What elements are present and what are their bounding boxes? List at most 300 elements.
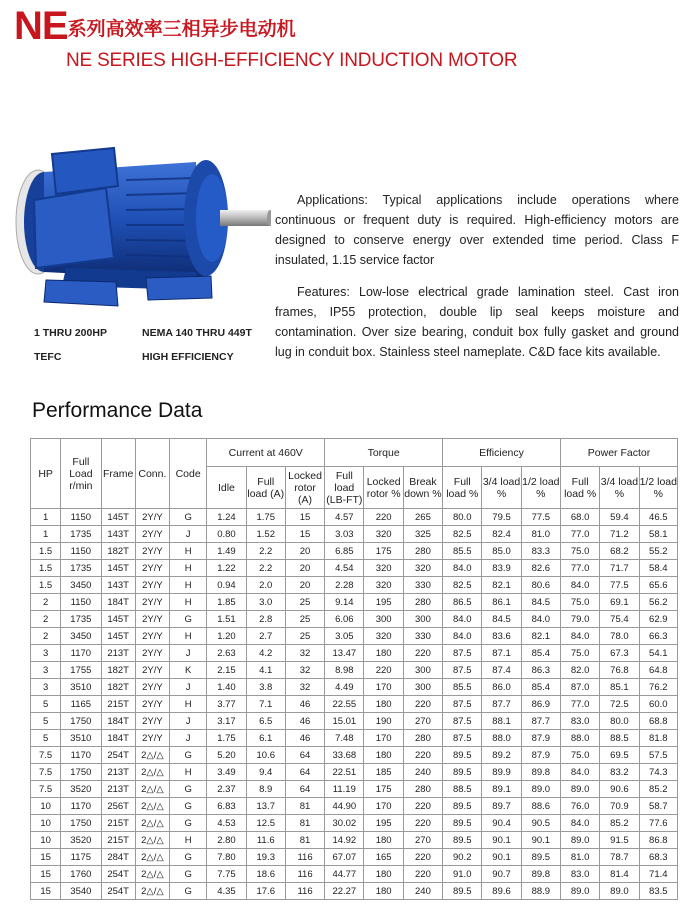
table-cell: 82.4	[482, 526, 521, 543]
table-cell: 18.6	[246, 866, 285, 883]
table-cell: 4.57	[325, 509, 364, 526]
table-cell: 83.9	[482, 560, 521, 577]
table-row	[31, 560, 678, 577]
table-cell: 89.0	[560, 883, 599, 900]
table-cell: 280	[403, 730, 442, 747]
table-cell: 81	[285, 832, 324, 849]
table-cell: 1.75	[207, 730, 246, 747]
table-row	[31, 747, 678, 764]
table-cell: 6.5	[246, 713, 285, 730]
table-cell: G	[170, 815, 207, 832]
table-cell: 87.9	[521, 747, 560, 764]
table-cell: 87.9	[521, 730, 560, 747]
table-cell: 270	[403, 713, 442, 730]
table-cell: 89.0	[560, 832, 599, 849]
table-cell: 300	[403, 679, 442, 696]
applications-text	[275, 190, 679, 270]
table-row	[31, 645, 678, 662]
table-cell: 1735	[61, 560, 101, 577]
table-cell: 2△/△	[135, 781, 169, 798]
table-cell: 1.75	[246, 509, 285, 526]
table-cell: 56.2	[639, 594, 677, 611]
table-cell: 83.0	[560, 713, 599, 730]
table-cell: 3450	[61, 577, 101, 594]
table-cell: 87.7	[521, 713, 560, 730]
table-row	[31, 509, 678, 526]
table-cell: 89.5	[443, 747, 482, 764]
table-cell: 215T	[101, 832, 135, 849]
table-cell: 2△/△	[135, 866, 169, 883]
table-cell: 64	[285, 781, 324, 798]
table-cell: 182T	[101, 679, 135, 696]
col-full-load-rpm: Full Load r/min	[61, 439, 101, 509]
table-cell: 46	[285, 713, 324, 730]
table-cell: 256T	[101, 798, 135, 815]
table-cell: 2Y/Y	[135, 696, 169, 713]
table-cell: 2△/△	[135, 832, 169, 849]
logo-ne: NE	[14, 4, 68, 48]
col-idle: Idle	[207, 467, 246, 509]
col-current-locked-rotor: Locked rotor (A)	[285, 467, 324, 509]
table-cell: 170	[364, 679, 403, 696]
table-cell: 300	[364, 611, 403, 628]
table-cell: G	[170, 866, 207, 883]
table-cell: 145T	[101, 560, 135, 577]
table-cell: 90.4	[482, 815, 521, 832]
table-cell: 145T	[101, 628, 135, 645]
electric-motor-image	[6, 140, 271, 320]
table-cell: 3	[31, 645, 61, 662]
table-cell: 1150	[61, 594, 101, 611]
table-cell: 80.0	[443, 509, 482, 526]
table-cell: 1755	[61, 662, 101, 679]
table-row	[31, 611, 678, 628]
table-cell: 71.7	[600, 560, 639, 577]
table-cell: 180	[364, 696, 403, 713]
table-cell: 81	[285, 798, 324, 815]
col-pf-half: 1/2 load %	[639, 467, 677, 509]
col-torque-locked-rotor: Locked rotor %	[364, 467, 403, 509]
group-efficiency: Efficiency	[443, 439, 561, 467]
table-cell: 2	[31, 594, 61, 611]
table-cell: 83.5	[639, 883, 677, 900]
table-cell: 280	[403, 543, 442, 560]
table-cell: 2.8	[246, 611, 285, 628]
table-cell: 15.01	[325, 713, 364, 730]
col-eff-full-load: Full load %	[443, 467, 482, 509]
table-cell: 68.8	[639, 713, 677, 730]
table-cell: 175	[364, 781, 403, 798]
table-cell: 1750	[61, 815, 101, 832]
table-cell: 1.24	[207, 509, 246, 526]
table-cell: 240	[403, 883, 442, 900]
table-cell: 87.5	[443, 645, 482, 662]
table-cell: 75.0	[560, 645, 599, 662]
table-cell: 220	[403, 747, 442, 764]
table-cell: 1760	[61, 866, 101, 883]
table-cell: 6.1	[246, 730, 285, 747]
table-cell: 330	[403, 577, 442, 594]
table-cell: 1170	[61, 645, 101, 662]
col-torque-full-load: Full load (LB-FT)	[325, 467, 364, 509]
table-cell: 220	[403, 866, 442, 883]
table-cell: 32	[285, 645, 324, 662]
table-cell: 1.49	[207, 543, 246, 560]
table-cell: 270	[403, 832, 442, 849]
table-cell: 89.5	[443, 883, 482, 900]
table-cell: 88.5	[443, 781, 482, 798]
table-row	[31, 730, 678, 747]
table-cell: 2Y/Y	[135, 560, 169, 577]
table-cell: 84.5	[482, 611, 521, 628]
table-cell: 25	[285, 594, 324, 611]
table-cell: 5.20	[207, 747, 246, 764]
table-cell: 254T	[101, 747, 135, 764]
table-cell: 3.77	[207, 696, 246, 713]
table-cell: 184T	[101, 713, 135, 730]
performance-table-body	[31, 509, 678, 900]
table-cell: 3510	[61, 679, 101, 696]
table-cell: 75.0	[560, 594, 599, 611]
table-cell: 9.4	[246, 764, 285, 781]
table-cell: 170	[364, 730, 403, 747]
table-cell: 2△/△	[135, 747, 169, 764]
table-cell: 254T	[101, 866, 135, 883]
col-conn: Conn.	[135, 439, 169, 509]
table-cell: 88.9	[521, 883, 560, 900]
table-cell: 77.5	[521, 509, 560, 526]
table-cell: 86.0	[482, 679, 521, 696]
table-cell: 90.1	[482, 832, 521, 849]
table-cell: 89.0	[521, 781, 560, 798]
table-cell: 84.0	[443, 611, 482, 628]
table-cell: 89.6	[482, 883, 521, 900]
table-cell: 2△/△	[135, 764, 169, 781]
table-row	[31, 781, 678, 798]
table-cell: 180	[364, 645, 403, 662]
table-cell: 1.20	[207, 628, 246, 645]
table-cell: 3.0	[246, 594, 285, 611]
table-cell: 180	[364, 747, 403, 764]
table-cell: 1.51	[207, 611, 246, 628]
table-cell: 77.0	[560, 696, 599, 713]
table-cell: 15	[31, 849, 61, 866]
table-cell: 75.4	[600, 611, 639, 628]
table-cell: 87.1	[482, 645, 521, 662]
table-cell: 90.2	[443, 849, 482, 866]
table-cell: 85.5	[443, 543, 482, 560]
table-cell: 5	[31, 696, 61, 713]
table-cell: 88.1	[482, 713, 521, 730]
table-cell: 215T	[101, 815, 135, 832]
table-cell: 70.9	[600, 798, 639, 815]
table-cell: 69.5	[600, 747, 639, 764]
table-cell: 185	[364, 764, 403, 781]
table-cell: 87.5	[443, 713, 482, 730]
table-cell: 81.0	[560, 849, 599, 866]
table-cell: 220	[364, 509, 403, 526]
table-cell: 85.1	[600, 679, 639, 696]
table-cell: 90.1	[482, 849, 521, 866]
table-cell: 7.5	[31, 764, 61, 781]
table-cell: 170	[364, 798, 403, 815]
table-cell: 6.06	[325, 611, 364, 628]
table-cell: 77.6	[639, 815, 677, 832]
table-cell: J	[170, 679, 207, 696]
table-cell: 20	[285, 577, 324, 594]
table-cell: 1.5	[31, 543, 61, 560]
caption-hp-range: 1 THRU 200HP	[34, 327, 107, 339]
table-cell: 213T	[101, 764, 135, 781]
table-cell: 320	[364, 560, 403, 577]
table-cell: J	[170, 526, 207, 543]
table-cell: 88.0	[560, 730, 599, 747]
table-cell: H	[170, 560, 207, 577]
table-cell: 2Y/Y	[135, 662, 169, 679]
table-cell: 10	[31, 832, 61, 849]
table-cell: 85.2	[639, 781, 677, 798]
table-cell: 84.0	[560, 815, 599, 832]
table-row	[31, 866, 678, 883]
table-cell: 143T	[101, 526, 135, 543]
table-cell: 2.2	[246, 560, 285, 577]
caption-high-efficiency: HIGH EFFICIENCY	[142, 351, 234, 363]
table-cell: 78.7	[600, 849, 639, 866]
table-cell: 87.0	[560, 679, 599, 696]
table-row	[31, 713, 678, 730]
table-cell: 68.3	[639, 849, 677, 866]
table-cell: 85.0	[482, 543, 521, 560]
group-current: Current at 460V	[207, 439, 325, 467]
table-cell: 4.1	[246, 662, 285, 679]
table-cell: 220	[364, 662, 403, 679]
table-cell: 82.6	[521, 560, 560, 577]
table-cell: 58.4	[639, 560, 677, 577]
table-cell: 7.5	[31, 747, 61, 764]
table-cell: 0.94	[207, 577, 246, 594]
table-cell: 13.47	[325, 645, 364, 662]
performance-table	[30, 438, 678, 900]
table-row	[31, 662, 678, 679]
table-cell: 58.1	[639, 526, 677, 543]
table-cell: 4.49	[325, 679, 364, 696]
table-cell: 68.2	[600, 543, 639, 560]
table-cell: G	[170, 747, 207, 764]
table-cell: 320	[364, 628, 403, 645]
table-cell: 3540	[61, 883, 101, 900]
table-cell: 1170	[61, 747, 101, 764]
table-cell: 220	[403, 645, 442, 662]
table-cell: 62.9	[639, 611, 677, 628]
table-cell: 8.9	[246, 781, 285, 798]
table-cell: 86.1	[482, 594, 521, 611]
table-cell: 10	[31, 815, 61, 832]
table-cell: 77.5	[600, 577, 639, 594]
table-cell: 2.0	[246, 577, 285, 594]
table-cell: 87.4	[482, 662, 521, 679]
table-cell: 68.0	[560, 509, 599, 526]
table-cell: 89.1	[482, 781, 521, 798]
table-cell: 3.05	[325, 628, 364, 645]
table-cell: 180	[364, 832, 403, 849]
table-cell: 2Y/Y	[135, 730, 169, 747]
title-cn-text: 系列高效率三相异步电动机	[67, 18, 296, 40]
table-row	[31, 832, 678, 849]
table-cell: 65.6	[639, 577, 677, 594]
table-cell: 22.51	[325, 764, 364, 781]
col-code: Code	[170, 439, 207, 509]
table-cell: 83.3	[521, 543, 560, 560]
table-cell: 78.0	[600, 628, 639, 645]
table-row	[31, 696, 678, 713]
table-cell: 2.80	[207, 832, 246, 849]
table-cell: 91.0	[443, 866, 482, 883]
table-cell: 2Y/Y	[135, 543, 169, 560]
table-cell: 145T	[101, 509, 135, 526]
table-row	[31, 594, 678, 611]
table-cell: 81.0	[521, 526, 560, 543]
table-cell: 86.5	[443, 594, 482, 611]
table-cell: 213T	[101, 645, 135, 662]
table-row	[31, 679, 678, 696]
table-cell: 84.0	[560, 764, 599, 781]
table-cell: 89.9	[482, 764, 521, 781]
table-cell: 7.75	[207, 866, 246, 883]
table-cell: 90.5	[521, 815, 560, 832]
table-cell: 91.5	[600, 832, 639, 849]
table-cell: 89.5	[443, 798, 482, 815]
table-cell: 30.02	[325, 815, 364, 832]
table-cell: 46	[285, 696, 324, 713]
table-cell: 82.1	[482, 577, 521, 594]
table-cell: 77.0	[560, 526, 599, 543]
table-cell: 2△/△	[135, 798, 169, 815]
table-cell: 143T	[101, 577, 135, 594]
table-cell: 3	[31, 679, 61, 696]
table-cell: 80.0	[600, 713, 639, 730]
performance-data-title: Performance Data	[32, 399, 203, 422]
table-cell: 280	[403, 594, 442, 611]
table-cell: 33.68	[325, 747, 364, 764]
table-cell: 1.5	[31, 560, 61, 577]
table-cell: 320	[403, 560, 442, 577]
caption-nema-range: NEMA 140 THRU 449T	[142, 327, 252, 339]
table-cell: 320	[364, 577, 403, 594]
table-cell: 17.6	[246, 883, 285, 900]
table-cell: 1175	[61, 849, 101, 866]
table-cell: 7.1	[246, 696, 285, 713]
table-cell: 88.0	[482, 730, 521, 747]
table-cell: 116	[285, 866, 324, 883]
table-cell: 19.3	[246, 849, 285, 866]
table-cell: 75.0	[560, 543, 599, 560]
table-cell: 20	[285, 560, 324, 577]
table-cell: G	[170, 849, 207, 866]
col-eff-three-quarter: 3/4 load %	[482, 467, 521, 509]
table-cell: 5	[31, 730, 61, 747]
table-cell: 165	[364, 849, 403, 866]
table-cell: 1735	[61, 611, 101, 628]
table-cell: 25	[285, 628, 324, 645]
col-frame: Frame	[101, 439, 135, 509]
table-cell: 14.92	[325, 832, 364, 849]
table-cell: 90.6	[600, 781, 639, 798]
table-cell: 89.0	[600, 883, 639, 900]
table-cell: 2.2	[246, 543, 285, 560]
table-cell: 4.35	[207, 883, 246, 900]
table-cell: 79.0	[560, 611, 599, 628]
table-cell: 1	[31, 509, 61, 526]
table-cell: H	[170, 628, 207, 645]
table-cell: 2	[31, 628, 61, 645]
table-cell: 32	[285, 679, 324, 696]
table-cell: 3520	[61, 781, 101, 798]
table-cell: 330	[403, 628, 442, 645]
table-cell: 84.0	[560, 628, 599, 645]
table-cell: 90.7	[482, 866, 521, 883]
table-cell: 184T	[101, 730, 135, 747]
table-cell: 10	[31, 798, 61, 815]
table-cell: 1150	[61, 509, 101, 526]
table-cell: 44.77	[325, 866, 364, 883]
group-power-factor: Power Factor	[560, 439, 677, 467]
table-cell: 82.5	[443, 526, 482, 543]
table-cell: 300	[403, 662, 442, 679]
table-cell: 6.83	[207, 798, 246, 815]
table-cell: 58.7	[639, 798, 677, 815]
table-cell: 75.0	[560, 747, 599, 764]
table-cell: 86.8	[639, 832, 677, 849]
table-cell: 220	[403, 696, 442, 713]
table-cell: 2Y/Y	[135, 645, 169, 662]
table-cell: 2	[31, 611, 61, 628]
table-cell: 89.0	[560, 781, 599, 798]
table-cell: 180	[364, 866, 403, 883]
table-cell: 116	[285, 883, 324, 900]
table-cell: 184T	[101, 594, 135, 611]
table-row	[31, 815, 678, 832]
table-cell: J	[170, 730, 207, 747]
table-cell: 1.5	[31, 577, 61, 594]
table-cell: 4.53	[207, 815, 246, 832]
table-cell: 220	[403, 798, 442, 815]
table-cell: 82.5	[443, 577, 482, 594]
table-cell: 320	[364, 526, 403, 543]
table-cell: 195	[364, 815, 403, 832]
table-cell: 54.1	[639, 645, 677, 662]
table-cell: 3	[31, 662, 61, 679]
table-row	[31, 577, 678, 594]
table-cell: 9.14	[325, 594, 364, 611]
table-cell: 325	[403, 526, 442, 543]
table-cell: 87.5	[443, 662, 482, 679]
table-cell: 195	[364, 594, 403, 611]
table-cell: H	[170, 594, 207, 611]
table-cell: H	[170, 764, 207, 781]
table-cell: 2Y/Y	[135, 577, 169, 594]
table-cell: 64	[285, 747, 324, 764]
table-cell: 71.2	[600, 526, 639, 543]
table-cell: 89.5	[443, 815, 482, 832]
table-cell: 3.17	[207, 713, 246, 730]
table-cell: 84.0	[443, 628, 482, 645]
table-cell: 89.5	[443, 764, 482, 781]
table-cell: 46	[285, 730, 324, 747]
col-pf-full-load: Full load %	[560, 467, 599, 509]
table-cell: 11.19	[325, 781, 364, 798]
col-current-full-load: Full load (A)	[246, 467, 285, 509]
table-cell: 89.8	[521, 764, 560, 781]
